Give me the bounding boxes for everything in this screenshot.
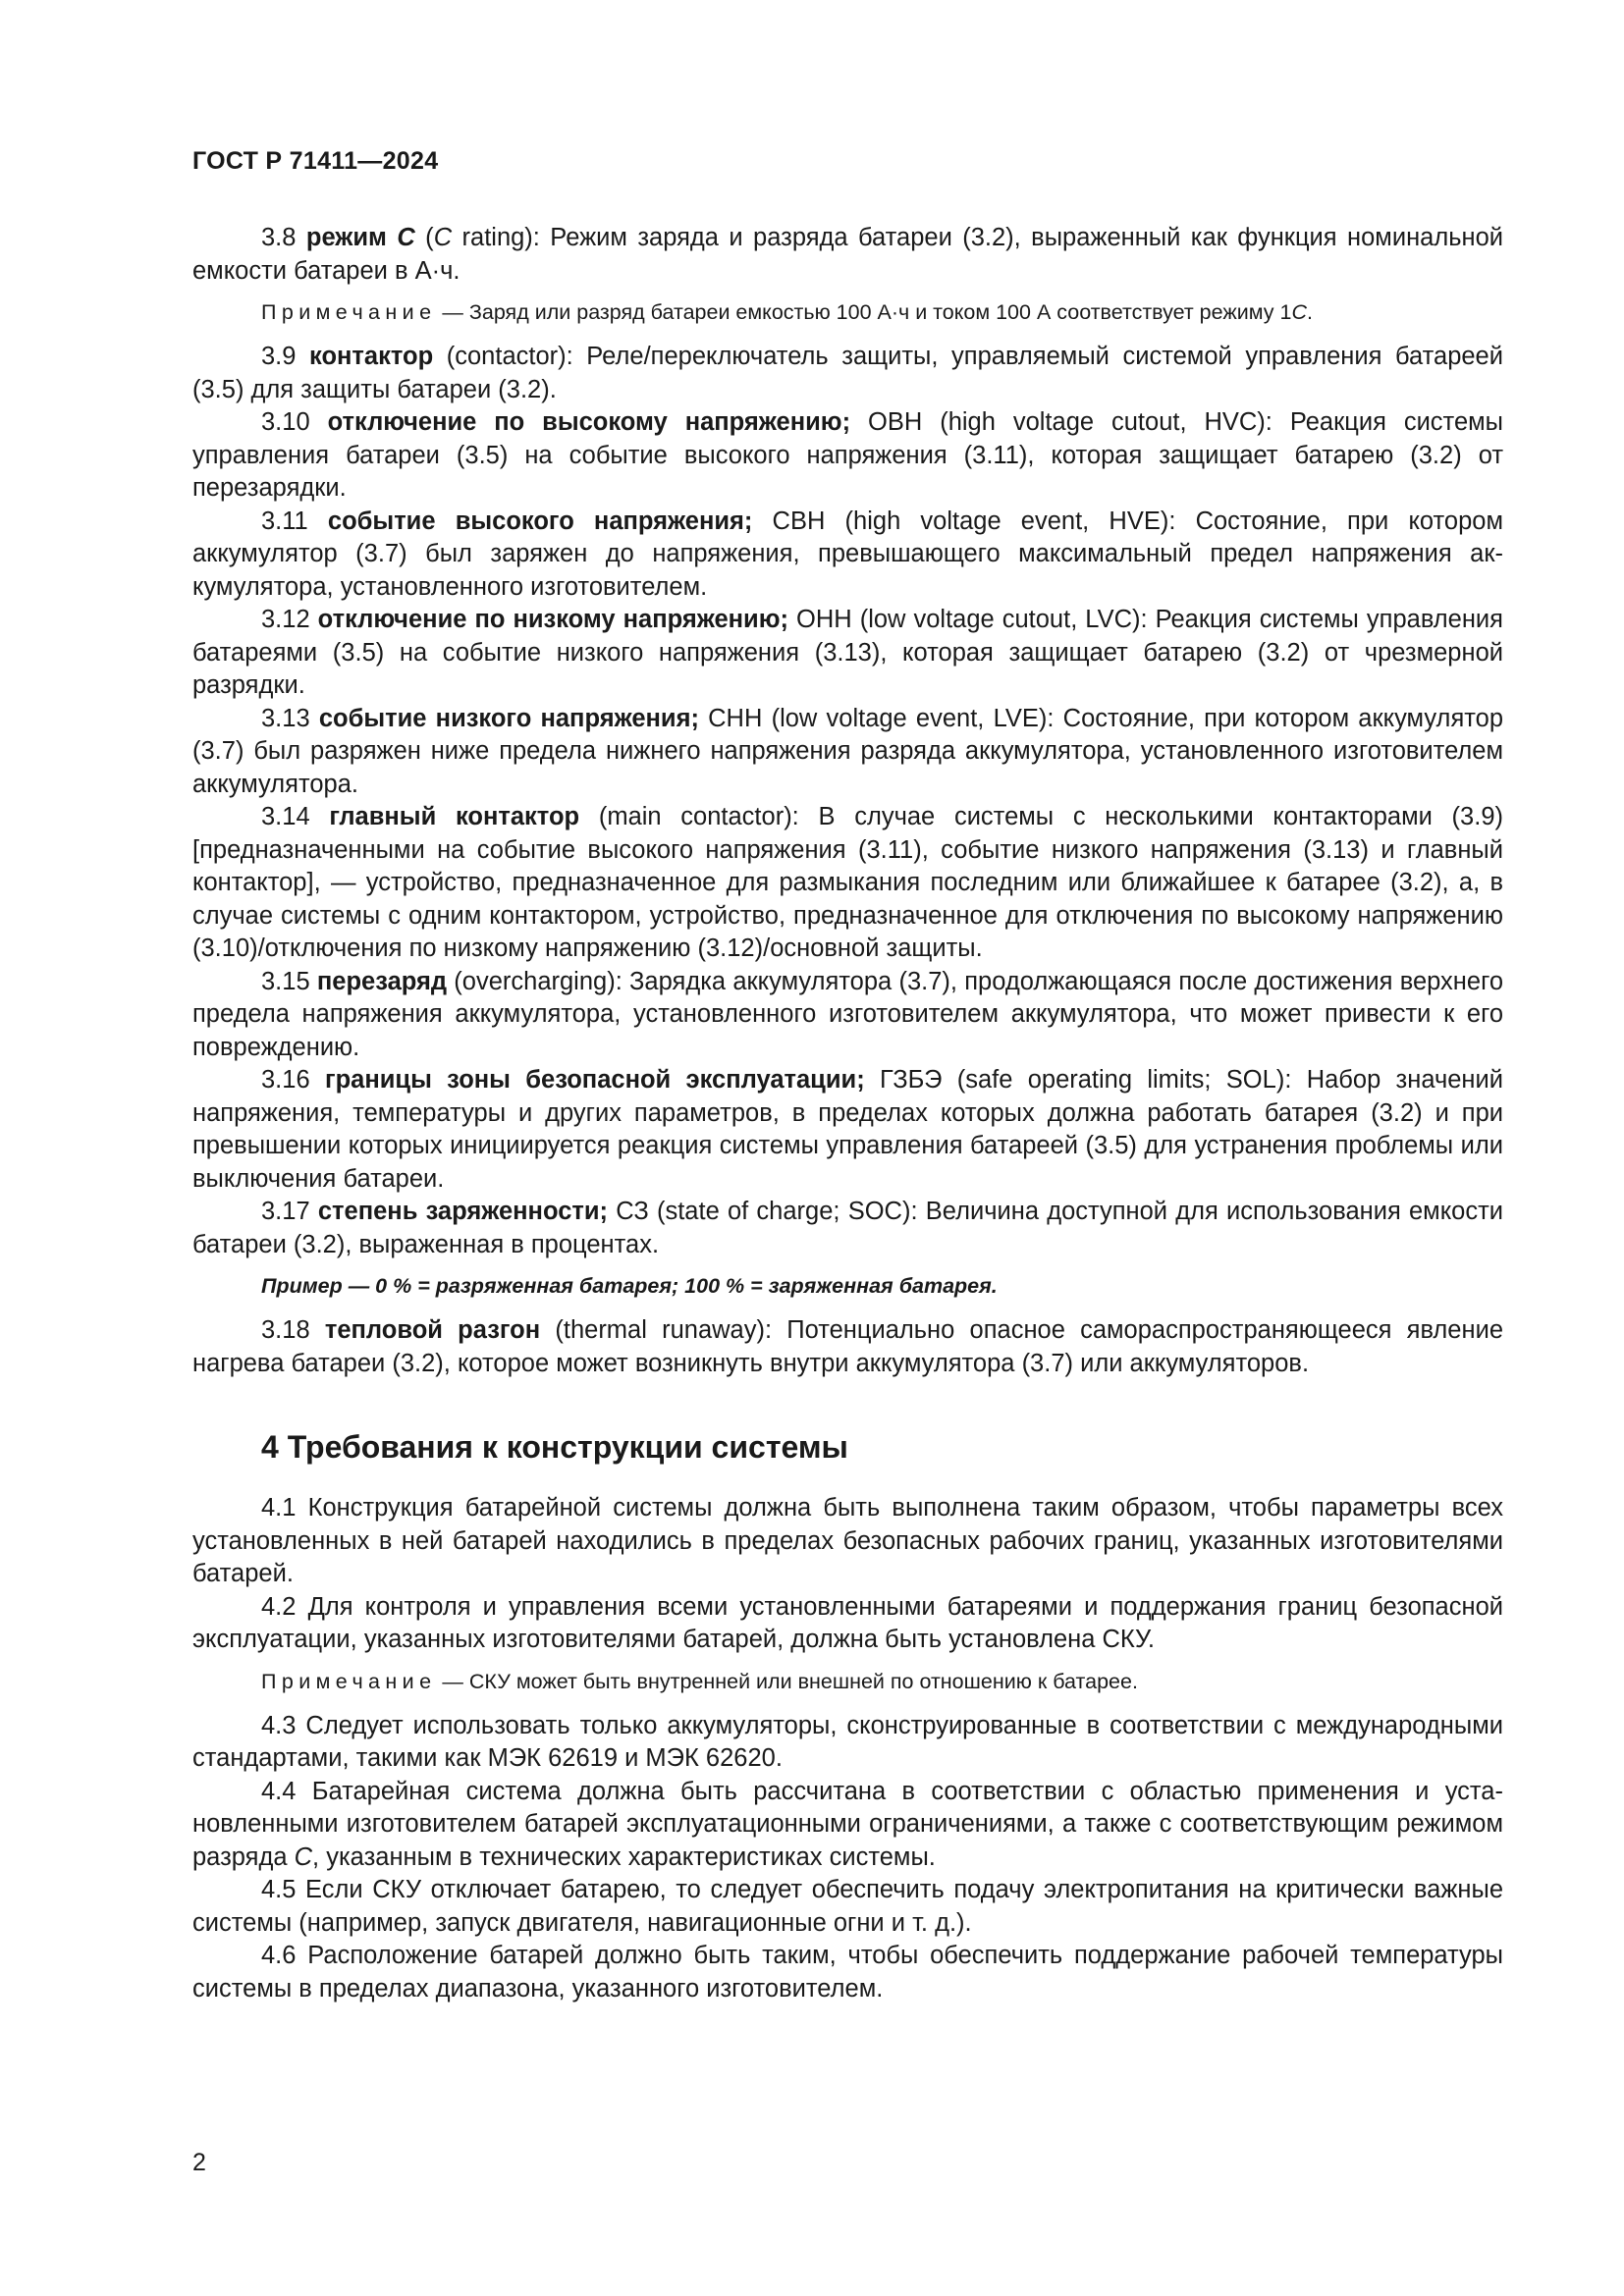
note-3-8 — [192, 297, 1503, 327]
term-title: событие низкого напряжения; — [318, 704, 699, 732]
term-number: 3.17 — [261, 1198, 310, 1225]
term-text: (thermal runaway): Потенциально опасное самораспространяющееся явление нагрева батареи (3.2), которое может возникнуть внутри аккумулятора (3.7) или аккумуляторов. — [192, 1316, 1503, 1377]
term-3-17 — [192, 1196, 1503, 1261]
term-text: СВН (high voltage event, HVE): Состояние, при котором аккумулятор (3.7) был заряжен до напряжения, превышающего максимальный предел напряжения аккумулятора, установленного изготовителем. — [192, 507, 1503, 601]
note-label: Примечание — [261, 300, 437, 324]
term-3-9 — [192, 341, 1503, 406]
term-title: границы зоны безопасной эксплуатации; — [324, 1066, 865, 1094]
term-text: (main contactor): В случае системы с несколькими контакторами (3.9) [предназначенными на событие высокого напряжения (3.11), событие низкого напряжения (3.13) и главный контактор], — устройство, предназначенное для размыкания последним или ближайшее к батарее (3.2), а, в случае системы с одним контактором, устройство, предназначенное для отключения по высокому напряжению (3.10)/отключения по низкому напряжению (3.12)/основной защиты. — [192, 803, 1503, 962]
note-italic: C — [1291, 300, 1307, 324]
page-number: 2 — [192, 2149, 206, 2176]
clause-text-b: , указанным в технических характеристиках системы. — [312, 1842, 936, 1871]
term-title: степень заряженности; — [317, 1198, 609, 1225]
term-3-8 — [192, 222, 1503, 288]
note-text: — СКУ может быть внутренней или внешней по отношению к батарее. — [436, 1669, 1138, 1693]
term-number: 3.18 — [261, 1316, 310, 1344]
term-title-italic: C — [397, 224, 415, 251]
term-title: отключение по высокому напряжению; — [327, 408, 851, 436]
term-title: тепловой разгон — [324, 1316, 541, 1344]
term-number: 3.12 — [261, 606, 310, 633]
term-text: ГЗБЭ (safe operating limits; SOL): Набор значений напряжения, температуры и других параметров, в пределах которых должна работать батарея (3.2) и при превышении которых инициируется реакция системы управления батареей (3.5) для устранения проблемы или выключения батареи. — [192, 1066, 1503, 1193]
term-number: 3.14 — [261, 803, 310, 830]
clause-4-5: 4.5 Если СКУ отключает батарею, то следует обеспечить подачу электропитания на критически важные системы (например, запуск двигателя, навигационные огни и т. д.). — [192, 1876, 1503, 1937]
section-4-title: 4 Требования к конструкции системы — [261, 1429, 848, 1465]
clause-4-1: 4.1 Конструкция батарейной системы должна быть выполнена таким образом, чтобы параметры всех установленных в ней батарей находились в пределах безопасных рабочих границ, указанных изготовителями батарей. — [192, 1494, 1503, 1587]
term-title — [306, 224, 415, 251]
note-label: Примечание — [261, 1669, 437, 1693]
document-header: ГОСТ Р 71411—2024 — [192, 147, 439, 175]
clause-4-6: 4.6 Расположение батарей должно быть таким, чтобы обеспечить поддержание рабочей температуры системы в пределах диапазона, указанного изготовителем. — [192, 1942, 1503, 2002]
term-text-b: rating): Режим заряда и разряда батареи (3.2), выраженный как функция номинальной емкости батареи в А·ч. — [192, 224, 1503, 285]
term-number: 3.13 — [261, 704, 310, 732]
note-4-2 — [192, 1667, 1503, 1696]
term-3-10 — [192, 406, 1503, 506]
term-title: контактор — [309, 343, 434, 370]
document-body — [192, 222, 1503, 2005]
term-number: 3.16 — [261, 1066, 310, 1094]
term-text: (contactor): Реле/переключатель защиты, управляемый системой управления батареей (3.5) для защиты батареи (3.2). — [192, 343, 1503, 403]
term-text: ОВН (high voltage cutout, HVC): Реакция системы управления батареи (3.5) на событие высокого напряжения (3.11), которая защищает батарею (3.2) от перезарядки. — [192, 408, 1503, 502]
clause-4-4 — [192, 1776, 1503, 1875]
term-title-text: режим — [305, 224, 387, 251]
term-3-13 — [192, 703, 1503, 802]
note-text: — Заряд или разряд батареи емкостью 100 А·ч и током 100 А соответствует режиму 1 — [436, 300, 1292, 324]
term-3-18 — [192, 1314, 1503, 1380]
term-3-11 — [192, 506, 1503, 605]
term-3-15 — [192, 966, 1503, 1065]
term-text: СНН (low voltage event, LVE): Состояние, при котором аккумулятор (3.7) был разряжен ниже предела нижнего напряжения разряда аккумулятора, установленного изготовителем аккумулятора. — [192, 704, 1504, 798]
term-text-a: ( — [414, 224, 434, 251]
term-text: СЗ (state of charge; SOC): Величина доступной для использования емкости батареи (3.2), выраженная в процентах. — [192, 1198, 1503, 1258]
term-number: 3.8 — [261, 224, 297, 251]
example-3-17: Пример — 0 % = разряженная батарея; 100 % = заряженная батарея. — [261, 1274, 998, 1298]
term-3-12 — [192, 604, 1503, 703]
term-title: перезаряд — [316, 967, 448, 995]
term-number: 3.10 — [261, 408, 310, 436]
term-number: 3.9 — [261, 343, 297, 370]
clause-4-2: 4.2 Для контроля и управления всеми установленными батареями и поддержания границ безопасной эксплуатации, указанных изготовителями батарей, должна быть установлена СКУ. — [192, 1592, 1503, 1653]
term-title: главный контактор — [329, 803, 580, 830]
term-text: (overcharging): Зарядка аккумулятора (3.7), продолжающаяся после достижения верхнего предела напряжения аккумулятора, установленного изготовителем аккумулятора, что может привести к его повреждению. — [192, 967, 1503, 1061]
clause-text-a: 4.4 Батарейная система должна быть рассчитана в соответствии с областью применения и установленными изготовителем батарей эксплуатационными ограничениями, а также с соответствующим режимом разряда — [192, 1777, 1503, 1871]
clause-4-3: 4.3 Следует использовать только аккумуляторы, сконструированные в соответствии с международными стандартами, такими как МЭК 62619 и МЭК 62620. — [192, 1711, 1503, 1772]
term-number: 3.15 — [261, 967, 310, 995]
term-title: отключение по низкому напряжению; — [317, 606, 788, 633]
term-text: ОНН (low voltage cutout, LVC): Реакция системы управления батареями (3.5) на событие низкого напряжения (3.13), которая защищает батарею (3.2) от чрезмерной разрядки. — [192, 606, 1503, 699]
clause-text-italic: C — [294, 1842, 313, 1871]
term-number: 3.11 — [261, 507, 308, 535]
term-3-16 — [192, 1064, 1503, 1196]
note-end: . — [1307, 300, 1313, 324]
term-3-14 — [192, 801, 1503, 966]
term-text-italic: C — [433, 224, 453, 251]
term-title: событие высокого напряжения; — [327, 507, 753, 535]
